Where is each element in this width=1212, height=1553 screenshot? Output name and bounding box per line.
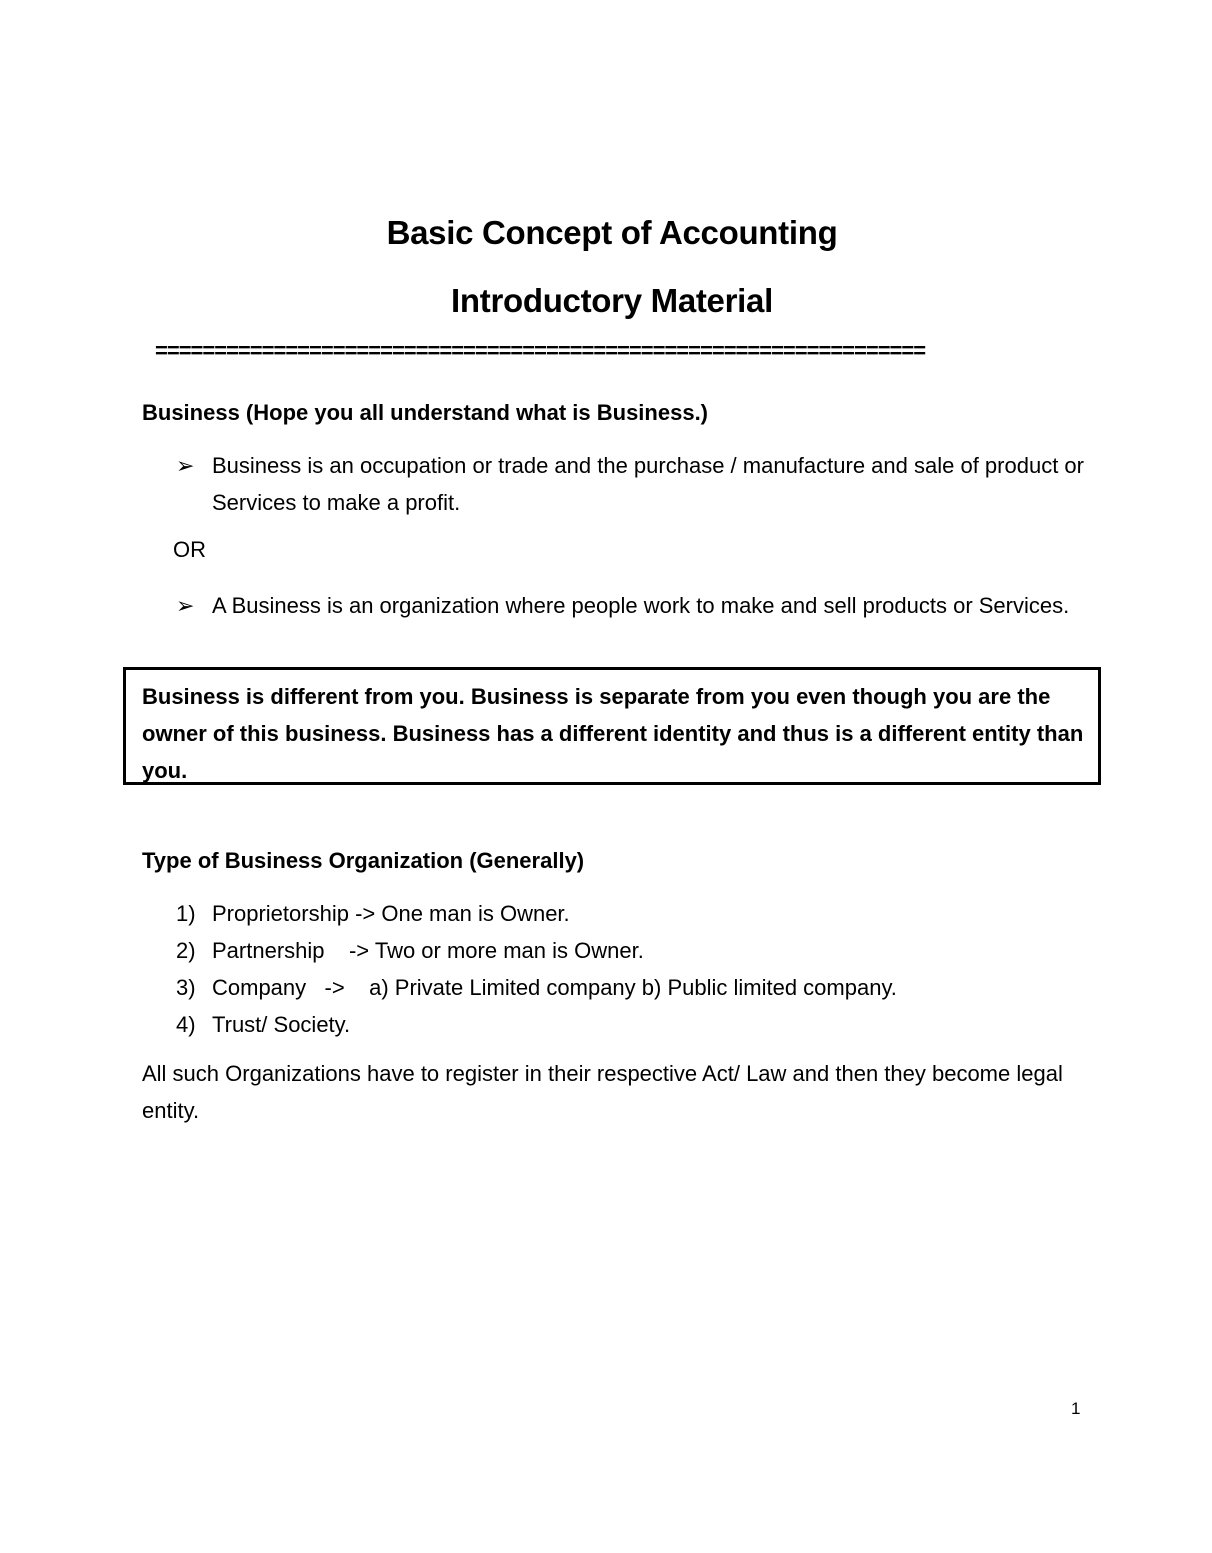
business-heading: Business (Hope you all understand what is Business.)	[142, 400, 709, 425]
list-text: Company -> a) Private Limited company b) Public limited company.	[212, 975, 897, 1000]
list-item	[176, 969, 897, 1006]
or-label: OR	[173, 537, 206, 562]
list-number: 1)	[176, 901, 196, 926]
organization-type-list	[176, 895, 897, 1043]
definition-text: Business is an occupation or trade and the purchase / manufacture and sale of product or Services to make a profit.	[212, 453, 1084, 515]
definition-text: A Business is an organization where people work to make and sell products or Services.	[212, 593, 1070, 618]
list-number: 2)	[176, 938, 196, 963]
list-item	[176, 1006, 897, 1043]
separator-line: =================================================================	[155, 338, 926, 363]
callout-box	[123, 667, 1101, 785]
document-subtitle: Introductory Material	[451, 282, 773, 319]
types-heading: Type of Business Organization (Generally)	[142, 848, 585, 873]
closing-paragraph: All such Organizations have to register in their respective Act/ Law and then they become legal entity.	[142, 1061, 1063, 1123]
arrow-bullet-icon: ➢	[176, 593, 195, 618]
list-number: 3)	[176, 975, 196, 1000]
callout-text: Business is different from you. Business is separate from you even though you are the owner of this business. Business has a different identity and thus is a different entity than you.	[142, 684, 1084, 783]
page-number: 1	[1071, 1399, 1081, 1418]
list-text: Trust/ Society.	[212, 1012, 351, 1037]
document-title: Basic Concept of Accounting	[386, 214, 838, 251]
list-text: Partnership -> Two or more man is Owner.	[212, 938, 644, 963]
list-item	[176, 932, 897, 969]
list-text: Proprietorship -> One man is Owner.	[212, 901, 570, 926]
arrow-bullet-icon: ➢	[176, 453, 195, 478]
list-item	[176, 895, 897, 932]
list-number: 4)	[176, 1012, 196, 1037]
